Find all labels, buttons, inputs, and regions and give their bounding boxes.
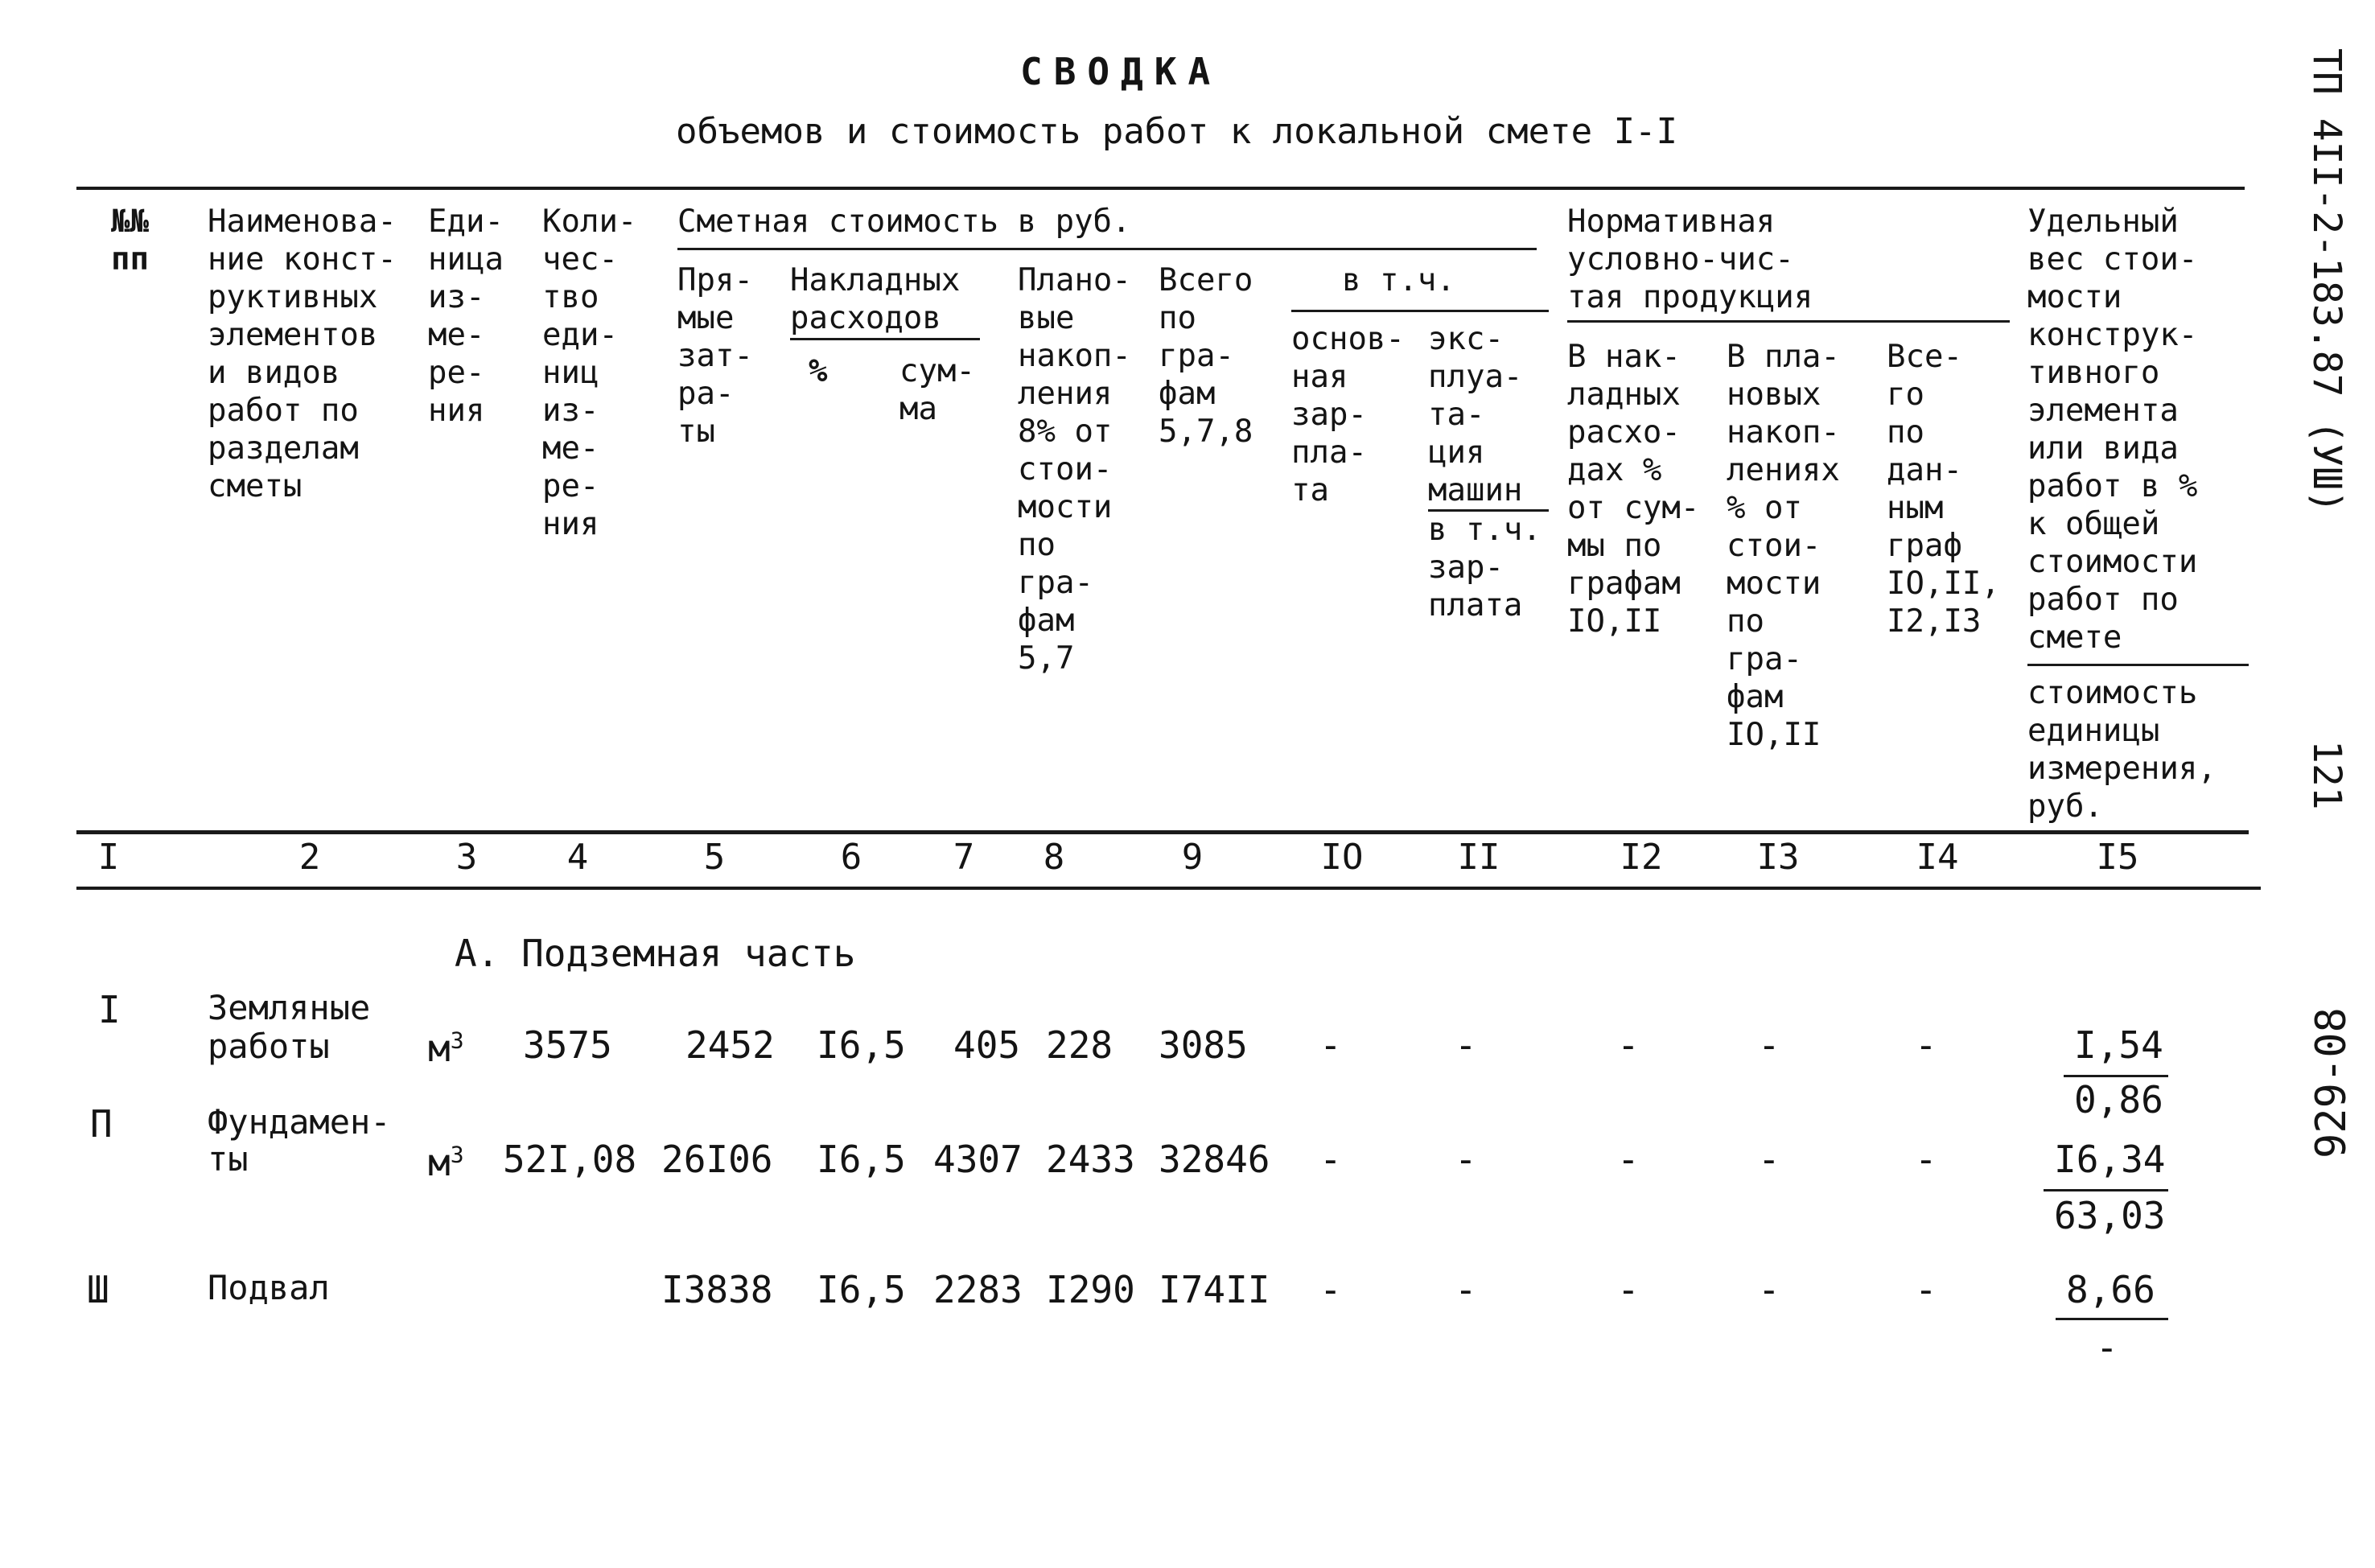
col-number: 8 — [1043, 837, 1065, 878]
row-planned-savings: 228 — [1046, 1023, 1113, 1067]
col-number: 7 — [953, 837, 975, 878]
col-number: 4 — [566, 837, 589, 878]
header-norm-group: Нормативная условно-чис- тая продукция — [1567, 204, 1813, 315]
row-share: 8,66 — [2066, 1268, 2155, 1311]
side-stamp: 929-08 — [2307, 1007, 2356, 1159]
header-col-13: В пла- новых накоп- лениях % от стои- мости по гра- фам IO,II — [1727, 339, 1840, 753]
col-number: IO — [1320, 837, 1364, 878]
header-col-6: % — [809, 353, 828, 389]
row-col-13: - — [1758, 1268, 1780, 1311]
row-total: 32846 — [1159, 1138, 1270, 1181]
row-name-line-1: Земляные — [208, 988, 371, 1027]
row-unit — [428, 1027, 464, 1070]
table-top-rule — [76, 187, 2245, 190]
col-15-split-rule — [2027, 664, 2249, 666]
estimate-group-rule — [677, 248, 1537, 250]
header-col-15-bottom: стоимость единицы измерения, руб. — [2027, 675, 2217, 825]
row-unit-base: м — [428, 1141, 451, 1184]
col-number: 9 — [1181, 837, 1204, 878]
row-col-13: - — [1758, 1138, 1780, 1181]
row-name-line-1: Подвал — [208, 1268, 330, 1307]
fraction-rule — [2056, 1318, 2168, 1320]
row-total: I74II — [1159, 1268, 1270, 1311]
row-unit — [428, 1141, 464, 1184]
header-col-3: Еди- ница из- ме- ре- ния — [428, 204, 504, 429]
row-name-line-2: работы — [208, 1027, 330, 1066]
header-overhead-group: Накладных расходов — [790, 262, 961, 336]
row-col-14: - — [1915, 1138, 1937, 1181]
row-unit-cost: 0,86 — [2074, 1078, 2163, 1121]
header-col-8: Плано- вые накоп- ления 8% от стои- мости по гра- фам 5,7 — [1018, 262, 1131, 677]
row-direct-costs: I3838 — [661, 1268, 773, 1311]
row-col-12: - — [1617, 1023, 1640, 1067]
col-number: 2 — [298, 837, 321, 878]
col-number: 6 — [840, 837, 862, 878]
row-overhead-pct: I6,5 — [817, 1268, 906, 1311]
row-share: I,54 — [2074, 1023, 2163, 1067]
row-col-11: - — [1455, 1138, 1477, 1181]
row-unit-cost: 63,03 — [2054, 1194, 2166, 1237]
header-col-1: №№ пп — [111, 204, 149, 278]
row-unit-base: м — [428, 1027, 451, 1070]
row-unit-cost: - — [2096, 1326, 2118, 1369]
header-col-2: Наименова- ние конст- руктивных элементов и видов работ по разделам сметы — [208, 204, 397, 504]
col-number: I3 — [1756, 837, 1800, 878]
row-overhead-sum: 405 — [953, 1023, 1021, 1067]
row-col-11: - — [1455, 1023, 1477, 1067]
row-overhead-pct: I6,5 — [817, 1138, 906, 1181]
incl-group-rule — [1291, 310, 1549, 312]
row-col-11: - — [1455, 1268, 1477, 1311]
header-col-4: Коли- чес- тво еди- ниц из- ме- ре- ния — [542, 204, 637, 542]
col-number: I4 — [1916, 837, 1959, 878]
row-unit-sup: 3 — [450, 1141, 464, 1168]
header-col-11-top: экс- плуа- та- ция машин — [1428, 321, 1523, 508]
row-col-14: - — [1915, 1268, 1937, 1311]
col-numbers-top-rule — [76, 830, 2249, 834]
side-code: ТП 4II-2-183.87 (УШ) — [2304, 48, 2349, 513]
header-col-12: В нак- ладных расхо- дах % от сум- мы по графам IO,II — [1567, 339, 1700, 640]
row-name-line-1: Фундамен- — [208, 1102, 391, 1142]
row-col-10: - — [1319, 1268, 1342, 1311]
row-planned-savings: 2433 — [1046, 1138, 1135, 1181]
row-col-10: - — [1319, 1023, 1342, 1067]
row-qty: 3575 — [523, 1023, 612, 1067]
overhead-group-rule — [790, 338, 980, 340]
row-overhead-sum: 2283 — [933, 1268, 1023, 1311]
row-col-12: - — [1617, 1268, 1640, 1311]
fraction-rule — [2044, 1189, 2168, 1191]
header-col-7: сум- ма — [899, 353, 975, 427]
header-col-9: Всего по гра- фам 5,7,8 — [1159, 262, 1253, 450]
row-col-10: - — [1319, 1138, 1342, 1181]
row-col-14: - — [1915, 1023, 1937, 1067]
row-number: I — [98, 988, 121, 1031]
row-qty: 52I,08 — [503, 1138, 637, 1181]
row-name-line-2: ты — [208, 1139, 249, 1179]
row-overhead-pct: I6,5 — [817, 1023, 906, 1067]
row-number: Ш — [87, 1268, 109, 1311]
row-overhead-sum: 4307 — [933, 1138, 1023, 1181]
header-incl-group: в т.ч. — [1342, 262, 1455, 298]
row-unit-sup: 3 — [450, 1027, 464, 1054]
header-col-11-bottom: в т.ч. зар- плата — [1428, 512, 1541, 623]
section-title: А. Подземная часть — [455, 932, 856, 975]
row-share: I6,34 — [2054, 1138, 2166, 1181]
row-planned-savings: I290 — [1046, 1268, 1135, 1311]
col-number: 5 — [703, 837, 726, 878]
col-number: I — [97, 837, 120, 878]
header-estimate-group: Сметная стоимость в руб. — [677, 204, 1131, 240]
row-direct-costs: 26I06 — [661, 1138, 773, 1181]
norm-group-rule — [1567, 320, 2010, 323]
col-number: I2 — [1620, 837, 1663, 878]
col-number: II — [1457, 837, 1500, 878]
row-number: П — [90, 1102, 113, 1146]
side-page: 121 — [2304, 740, 2349, 810]
doc-title: СВОДКА — [1020, 50, 1222, 93]
col-number: 3 — [455, 837, 478, 878]
row-total: 3085 — [1159, 1023, 1248, 1067]
header-col-15-top: Удельный вес стои- мости конструк- тивного элемента или вида работ в % к общей стоимости работ по смете — [2027, 204, 2198, 656]
header-col-5: Пря- мые зат- ра- ты — [677, 262, 753, 450]
row-col-12: - — [1617, 1138, 1640, 1181]
fraction-rule — [2064, 1075, 2168, 1077]
col-number: I5 — [2096, 837, 2139, 878]
row-direct-costs: 2452 — [685, 1023, 775, 1067]
col-numbers-bottom-rule — [76, 887, 2261, 890]
doc-subtitle: объемов и стоимость работ к локальной смете I-I — [676, 111, 1678, 152]
header-col-14: Все- го по дан- ным граф IO,II, I2,I3 — [1887, 339, 2000, 640]
header-col-10: основ- ная зар- пла- та — [1291, 321, 1405, 508]
row-col-13: - — [1758, 1023, 1780, 1067]
